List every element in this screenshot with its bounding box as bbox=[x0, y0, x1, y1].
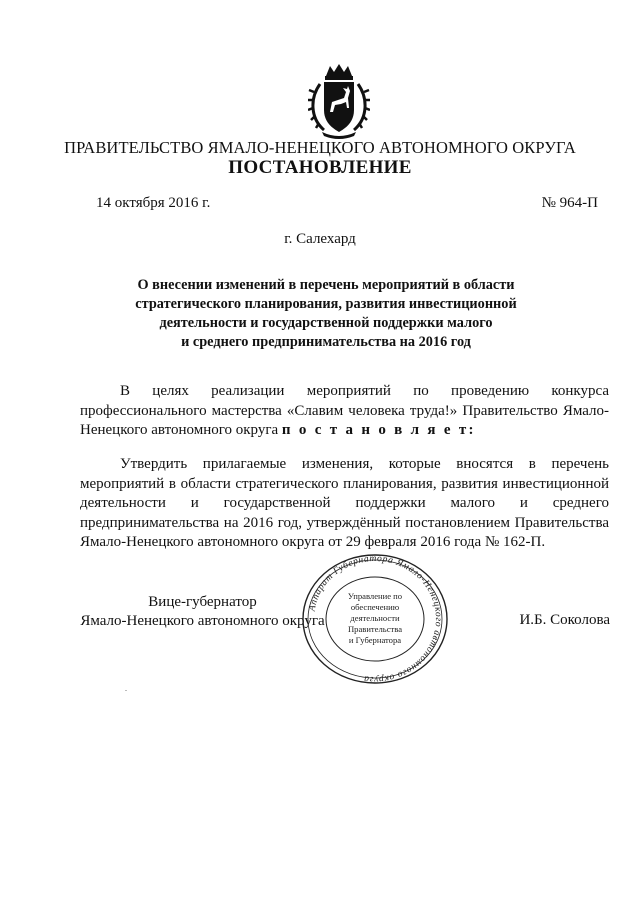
scan-speck bbox=[125, 690, 127, 691]
paragraph-text: В целях реализации мероприятий по проведению конкурса профессионального мастерства «Славим человека труда!» Правительство Ямало-Ненецкого автономного округа bbox=[80, 383, 609, 438]
subject-line: О внесении изменений в перечень мероприятий в области bbox=[137, 277, 515, 293]
body-paragraph-1 bbox=[80, 382, 609, 441]
document-date: 14 октября 2016 г. bbox=[96, 195, 211, 211]
stamp-line: Правительства bbox=[347, 624, 403, 634]
signatory-title-line: Ямало-Ненецкого автономного округа bbox=[80, 613, 325, 629]
stamp-line: деятельности bbox=[350, 613, 400, 623]
signatory-title-line: Вице-губернатор bbox=[148, 594, 257, 610]
stamp-line: обеспечению bbox=[350, 602, 400, 612]
government-name: ПРАВИТЕЛЬСТВО ЯМАЛО-НЕНЕЦКОГО АВТОНОМНОГО ОКРУГА bbox=[64, 138, 576, 157]
body-paragraph-2: Утвердить прилагаемые изменения, которые вносятся в перечень мероприятий в области стратегического планирования, развития инвестиционной деятельности и государственной поддержки малого и среднего предпринимательства на 2016 год, утверждённый постановлением Правительства Ямало-Ненецкого автономного округа от 29 февраля 2016 года № 162-П. bbox=[80, 456, 609, 550]
document-city: г. Салехард bbox=[284, 231, 356, 247]
resolution-verb: п о с т а н о в л я е т: bbox=[281, 422, 476, 438]
subject-line: деятельности и государственной поддержки малого bbox=[159, 315, 493, 331]
stamp-line: Управление по bbox=[347, 591, 403, 601]
document-type: ПОСТАНОВЛЕНИЕ bbox=[228, 157, 412, 178]
document-number: № 964-П bbox=[541, 195, 598, 211]
stamp-line: и Губернатора bbox=[348, 635, 402, 645]
official-stamp bbox=[300, 553, 450, 685]
signatory-title bbox=[80, 593, 325, 631]
signatory-name: И.Б. Соколова bbox=[519, 612, 610, 628]
document-subject bbox=[110, 276, 542, 352]
yamal-nenets-coat-of-arms-icon bbox=[308, 62, 370, 140]
stamp-ring-text: Аппарат Губернатора Ямало-Ненецкого автономного округа bbox=[307, 553, 444, 685]
subject-line: и среднего предпринимательства на 2016 год bbox=[181, 334, 471, 350]
subject-line: стратегического планирования, развития инвестиционной bbox=[135, 296, 517, 312]
